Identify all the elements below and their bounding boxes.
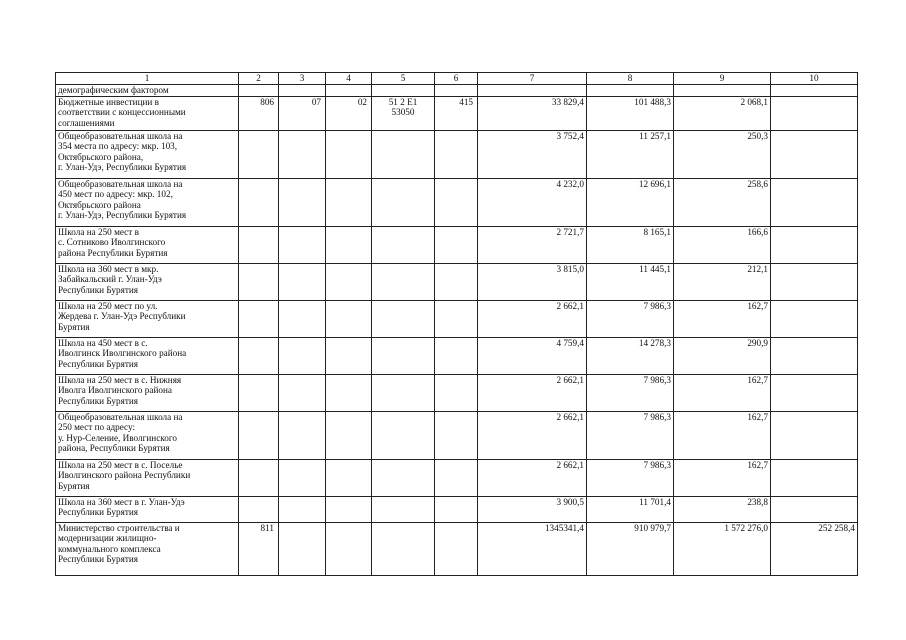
target-article-cell	[372, 337, 435, 374]
item-name-line: Бурятия	[58, 321, 90, 332]
amount-col8-cell: 101 488,3	[587, 96, 674, 130]
amount-col7-cell: 4 759,4	[478, 337, 587, 374]
expense-type-cell	[435, 459, 478, 496]
item-name-line: коммунального комплекса	[58, 543, 161, 554]
target-article-cell	[372, 85, 435, 97]
amount-col9-cell: 162,7	[674, 300, 771, 337]
subsection-code-cell: 02	[326, 96, 372, 130]
item-name-line: Бюджетные инвестиции в	[58, 96, 159, 107]
section-code-cell	[279, 130, 326, 178]
item-name-cell	[56, 337, 239, 374]
amount-col9-cell: 162,7	[674, 459, 771, 496]
amount-col10-cell	[771, 300, 858, 337]
section-code-cell	[279, 85, 326, 97]
expense-type-cell: 415	[435, 96, 478, 130]
item-name-line: Республики Бурятия	[58, 395, 139, 406]
section-code-cell	[279, 459, 326, 496]
subsection-code-cell	[326, 226, 372, 263]
item-name-line: 450 мест по адресу: мкр. 102,	[58, 189, 173, 200]
item-name-line: Общеобразовательная школа на	[58, 130, 183, 141]
section-code-cell	[279, 178, 326, 226]
target-article-cell	[372, 374, 435, 411]
amount-col8-cell: 11 445,1	[587, 263, 674, 300]
amount-col10-cell: 252 258,4	[771, 522, 858, 575]
department-code-cell: 811	[239, 522, 279, 575]
department-code-cell	[239, 85, 279, 97]
target-article-cell	[372, 178, 435, 226]
table-row	[56, 374, 858, 411]
section-code-cell	[279, 226, 326, 263]
amount-col10-cell	[771, 96, 858, 130]
column-number-1: 1	[56, 73, 239, 85]
target-article-cell	[372, 226, 435, 263]
section-code-cell	[279, 263, 326, 300]
table-row	[56, 337, 858, 374]
expense-type-cell	[435, 263, 478, 300]
item-name-line: Республики Бурятия	[58, 284, 139, 295]
department-code-cell	[239, 226, 279, 263]
amount-col8-cell: 7 986,3	[587, 300, 674, 337]
item-name-line: Иволга Иволгинского района	[58, 385, 172, 396]
item-name-line: Иволгинск Иволгинского района	[58, 348, 187, 359]
amount-col7-cell: 2 662,1	[478, 300, 587, 337]
column-number-5: 5	[372, 73, 435, 85]
table-row	[56, 130, 858, 178]
subsection-code-cell	[326, 300, 372, 337]
table-row	[56, 96, 858, 130]
target-article-cell	[372, 459, 435, 496]
table-row	[56, 459, 858, 496]
department-code-cell	[239, 300, 279, 337]
item-name-line: у. Нур-Селение, Иволгинского	[58, 432, 178, 443]
column-number-10: 10	[771, 73, 858, 85]
item-name-line: Республики Бурятия	[58, 554, 139, 565]
item-name-line: 354 места по адресу: мкр. 103,	[58, 141, 178, 152]
table-row	[56, 522, 858, 575]
amount-col8-cell: 8 165,1	[587, 226, 674, 263]
item-name-line: Забайкальский г. Улан-Удэ	[58, 274, 162, 285]
item-name-cell	[56, 496, 239, 522]
amount-col9-cell: 162,7	[674, 411, 771, 459]
item-name-line: Бурятия	[58, 480, 90, 491]
item-name-line: демографическим фактором	[58, 85, 169, 95]
table-row	[56, 263, 858, 300]
item-name-cell	[56, 522, 239, 575]
section-code-cell	[279, 337, 326, 374]
subsection-code-cell	[326, 263, 372, 300]
amount-col9-cell: 162,7	[674, 374, 771, 411]
section-code-cell	[279, 496, 326, 522]
amount-col8-cell	[587, 85, 674, 97]
section-code-cell	[279, 411, 326, 459]
expense-type-cell	[435, 178, 478, 226]
section-code-cell	[279, 374, 326, 411]
department-code-cell	[239, 337, 279, 374]
item-name-line: модернизации жилищно-	[58, 533, 157, 544]
expense-type-cell	[435, 496, 478, 522]
table-row	[56, 226, 858, 263]
section-code-cell	[279, 300, 326, 337]
item-name-cell	[56, 459, 239, 496]
expense-type-cell	[435, 374, 478, 411]
table-row	[56, 85, 858, 97]
amount-col7-cell: 2 662,1	[478, 411, 587, 459]
column-number-7: 7	[478, 73, 587, 85]
item-name-line: г. Улан-Удэ, Республики Бурятия	[58, 162, 187, 173]
amount-col10-cell	[771, 496, 858, 522]
department-code-cell: 806	[239, 96, 279, 130]
item-name-line: Школа на 250 мест в с. Поселье	[58, 459, 183, 470]
subsection-code-cell	[326, 85, 372, 97]
target-article-cell	[372, 522, 435, 575]
item-name-line: Жердева г. Улан-Удэ Республики	[58, 311, 186, 322]
column-number-9: 9	[674, 73, 771, 85]
department-code-cell	[239, 374, 279, 411]
amount-col10-cell	[771, 374, 858, 411]
target-article-cell	[372, 263, 435, 300]
column-number-6: 6	[435, 73, 478, 85]
table-row	[56, 178, 858, 226]
amount-col9-cell: 1 572 276,0	[674, 522, 771, 575]
item-name-line: Республики Бурятия	[58, 358, 139, 369]
item-name-cell	[56, 300, 239, 337]
target-article-cell	[372, 96, 435, 130]
item-name-cell	[56, 96, 239, 130]
table-row	[56, 496, 858, 522]
column-number-2: 2	[239, 73, 279, 85]
amount-col10-cell	[771, 178, 858, 226]
column-number-row	[56, 73, 858, 85]
section-code-cell	[279, 522, 326, 575]
item-name-cell	[56, 85, 239, 97]
amount-col8-cell: 7 986,3	[587, 459, 674, 496]
amount-col10-cell	[771, 263, 858, 300]
budget-table-page	[55, 72, 858, 576]
subsection-code-cell	[326, 496, 372, 522]
subsection-code-cell	[326, 130, 372, 178]
amount-col10-cell	[771, 85, 858, 97]
item-name-cell	[56, 263, 239, 300]
item-name-line: соглашениями	[58, 117, 115, 128]
amount-col7-cell: 3 900,5	[478, 496, 587, 522]
target-article-line: 53050	[391, 107, 415, 118]
target-article-cell	[372, 411, 435, 459]
amount-col8-cell: 12 696,1	[587, 178, 674, 226]
amount-col10-cell	[771, 130, 858, 178]
amount-col8-cell: 11 701,4	[587, 496, 674, 522]
item-name-line: Октябрьского района	[58, 199, 141, 210]
amount-col10-cell	[771, 459, 858, 496]
subsection-code-cell	[326, 522, 372, 575]
amount-col9-cell: 212,1	[674, 263, 771, 300]
item-name-line: Школа на 250 мест в	[58, 226, 139, 237]
table-row	[56, 300, 858, 337]
item-name-line: Школа на 250 мест по ул.	[58, 300, 158, 311]
item-name-line: Школа на 450 мест в с.	[58, 337, 148, 348]
subsection-code-cell	[326, 411, 372, 459]
department-code-cell	[239, 459, 279, 496]
amount-col7-cell: 3 815,0	[478, 263, 587, 300]
amount-col10-cell	[771, 337, 858, 374]
item-name-line: Октябрьского района,	[58, 151, 144, 162]
target-article-line: 51 2 E1	[388, 96, 418, 107]
target-article-cell	[372, 300, 435, 337]
item-name-cell	[56, 226, 239, 263]
subsection-code-cell	[326, 374, 372, 411]
expense-type-cell	[435, 411, 478, 459]
expense-type-cell	[435, 300, 478, 337]
item-name-line: Школа на 360 мест в г. Улан-Удэ	[58, 496, 185, 507]
expense-type-cell	[435, 337, 478, 374]
subsection-code-cell	[326, 459, 372, 496]
target-article-cell	[372, 496, 435, 522]
amount-col7-cell: 4 232,0	[478, 178, 587, 226]
item-name-line: Республики Бурятия	[58, 507, 139, 518]
department-code-cell	[239, 496, 279, 522]
item-name-line: 250 мест по адресу:	[58, 422, 136, 433]
subsection-code-cell	[326, 178, 372, 226]
amount-col9-cell: 2 068,1	[674, 96, 771, 130]
table-row	[56, 411, 858, 459]
amount-col9-cell: 290,9	[674, 337, 771, 374]
amount-col7-cell: 2 662,1	[478, 374, 587, 411]
item-name-cell	[56, 411, 239, 459]
amount-col10-cell	[771, 411, 858, 459]
amount-col10-cell	[771, 226, 858, 263]
amount-col8-cell: 14 278,3	[587, 337, 674, 374]
amount-col8-cell: 7 986,3	[587, 374, 674, 411]
target-article-cell	[372, 130, 435, 178]
department-code-cell	[239, 263, 279, 300]
item-name-line: Министерство строительства и	[58, 522, 180, 533]
amount-col9-cell	[674, 85, 771, 97]
item-name-line: Школа на 360 мест в мкр.	[58, 263, 159, 274]
department-code-cell	[239, 411, 279, 459]
item-name-line: с. Сотниково Иволгинского	[58, 237, 166, 248]
amount-col7-cell: 33 829,4	[478, 96, 587, 130]
item-name-cell	[56, 374, 239, 411]
budget-table	[55, 72, 858, 576]
department-code-cell	[239, 178, 279, 226]
expense-type-cell	[435, 85, 478, 97]
amount-col9-cell: 166,6	[674, 226, 771, 263]
item-name-cell	[56, 178, 239, 226]
column-number-8: 8	[587, 73, 674, 85]
budget-table-body	[56, 73, 858, 576]
amount-col8-cell: 11 257,1	[587, 130, 674, 178]
department-code-cell	[239, 130, 279, 178]
amount-col9-cell: 250,3	[674, 130, 771, 178]
section-code-cell: 07	[279, 96, 326, 130]
item-name-line: Школа на 250 мест в с. Нижняя	[58, 374, 182, 385]
amount-col7-cell: 2 662,1	[478, 459, 587, 496]
item-name-line: района, Республики Бурятия	[58, 443, 170, 454]
amount-col8-cell: 7 986,3	[587, 411, 674, 459]
expense-type-cell	[435, 522, 478, 575]
item-name-line: Общеобразовательная школа на	[58, 411, 183, 422]
amount-col9-cell: 238,8	[674, 496, 771, 522]
item-name-line: Иволгинского района Республики	[58, 470, 191, 481]
amount-col9-cell: 258,6	[674, 178, 771, 226]
amount-col7-cell: 2 721,7	[478, 226, 587, 263]
item-name-line: соответствии с концессионными	[58, 107, 186, 118]
amount-col7-cell: 1345341,4	[478, 522, 587, 575]
amount-col8-cell: 910 979,7	[587, 522, 674, 575]
item-name-cell	[56, 130, 239, 178]
column-number-3: 3	[279, 73, 326, 85]
amount-col7-cell: 3 752,4	[478, 130, 587, 178]
amount-col7-cell	[478, 85, 587, 97]
item-name-line: Общеобразовательная школа на	[58, 178, 183, 189]
expense-type-cell	[435, 130, 478, 178]
subsection-code-cell	[326, 337, 372, 374]
item-name-line: района Республики Бурятия	[58, 247, 168, 258]
expense-type-cell	[435, 226, 478, 263]
item-name-line: г. Улан-Удэ, Республики Бурятия	[58, 210, 187, 221]
column-number-4: 4	[326, 73, 372, 85]
